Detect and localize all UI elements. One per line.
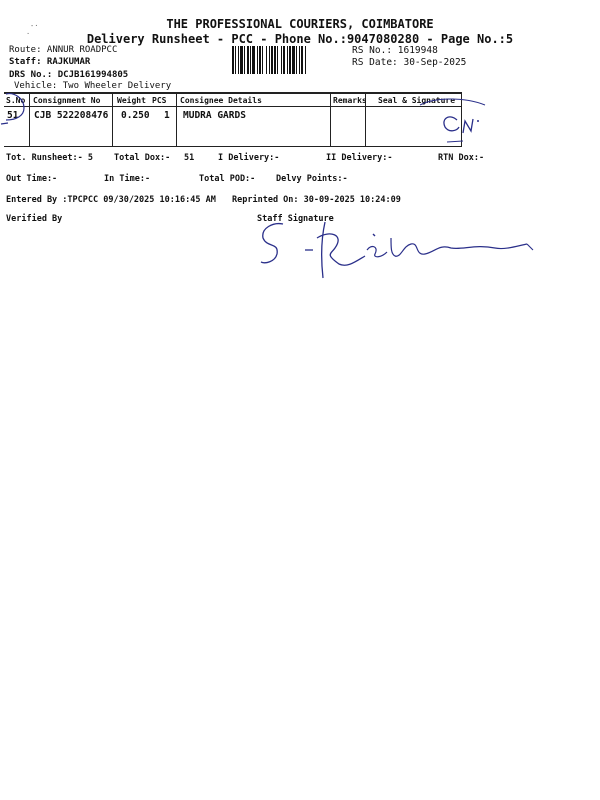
barcode-bar: [274, 46, 276, 74]
ii-delivery: II Delivery:-: [326, 153, 393, 163]
barcode-bar: [287, 46, 288, 74]
barcode-bar: [235, 46, 236, 74]
runsheet-subtitle: Delivery Runsheet - PCC - Phone No.:9047080280 - Page No.:5: [86, 32, 514, 46]
cell-pcs: 1: [164, 110, 170, 121]
barcode-bar: [296, 46, 297, 74]
barcode-bar: [259, 46, 261, 74]
barcode-bar: [281, 46, 282, 74]
table-top-rule-2: [4, 93, 462, 94]
vehicle-info: Vehicle: Two Wheeler Delivery: [14, 81, 172, 91]
drs-number: DRS No.: DCJB161994805: [9, 70, 129, 80]
route-info: Route: ANNUR ROADPCC: [9, 45, 118, 55]
company-title: THE PROFESSIONAL COURIERS, COIMBATORE: [166, 17, 434, 31]
col-divider: [112, 92, 113, 147]
in-time: In Time:-: [104, 174, 151, 184]
staff-signature: [255, 220, 545, 285]
handwritten-seal-signature: [365, 95, 485, 150]
barcode: [232, 46, 348, 74]
rs-number: RS No.: 1619948: [352, 45, 438, 56]
scan-artifact-mark: ·: [26, 30, 31, 38]
barcode-bar: [252, 46, 255, 74]
barcode-bar: [289, 46, 291, 74]
barcode-bar: [250, 46, 251, 74]
header-weight: Weight: [117, 96, 146, 105]
scan-artifact-mark: -·: [30, 22, 39, 30]
barcode-bar: [277, 46, 278, 74]
staff-info: Staff: RAJKUMAR: [9, 57, 91, 67]
barcode-bar: [232, 46, 234, 74]
staff-signature-label: Staff Signature: [257, 214, 334, 224]
rs-date: RS Date: 30-Sep-2025: [352, 57, 467, 68]
barcode-bar: [262, 46, 263, 74]
barcode-bar: [305, 46, 306, 74]
barcode-bar: [244, 46, 245, 74]
barcode-bar: [257, 46, 258, 74]
total-dox-value: 51: [184, 153, 195, 163]
barcode-bar: [240, 46, 243, 74]
header-pcs: PCS: [152, 96, 167, 105]
cell-sno: 51: [7, 110, 19, 121]
header-seal: Seal & Signature: [378, 96, 456, 105]
barcode-bar: [301, 46, 303, 74]
barcode-bar: [269, 46, 270, 74]
barcode-bar: [299, 46, 300, 74]
i-delivery: I Delivery:-: [218, 153, 280, 163]
barcode-bar: [283, 46, 285, 74]
header-consignee: Consignee Details: [180, 96, 262, 105]
total-dox-label: Total Dox:-: [114, 153, 171, 163]
barcode-bar: [238, 46, 239, 74]
barcode-bar: [247, 46, 249, 74]
barcode-bar: [271, 46, 273, 74]
total-pod: Total POD:-: [199, 174, 256, 184]
barcode-bar: [266, 46, 267, 74]
cell-consignment: CJB 522208476: [34, 110, 109, 121]
cell-consignee: MUDRA GARDS: [183, 110, 246, 121]
out-time: Out Time:-: [6, 174, 58, 184]
col-divider: [176, 92, 177, 147]
barcode-bar: [292, 46, 295, 74]
header-remarks: Remarks: [333, 96, 367, 105]
col-divider: [330, 92, 331, 147]
delvy-points: Delvy Points:-: [276, 174, 348, 184]
entered-by: Entered By :TPCPCC 09/30/2025 10:16:45 AM: [6, 195, 216, 205]
cell-weight: 0.250: [121, 110, 150, 121]
reprinted-on: Reprinted On: 30-09-2025 10:24:09: [232, 195, 401, 205]
header-sno: S.No: [6, 96, 26, 105]
verified-by: Verified By: [6, 214, 63, 224]
handwritten-circle-mark: [0, 90, 40, 135]
header-consignment: Consignment No: [33, 96, 101, 105]
total-runsheet: Tot. Runsheet:- 5: [6, 153, 93, 163]
rtn-dox: RTN Dox:-: [438, 153, 485, 163]
